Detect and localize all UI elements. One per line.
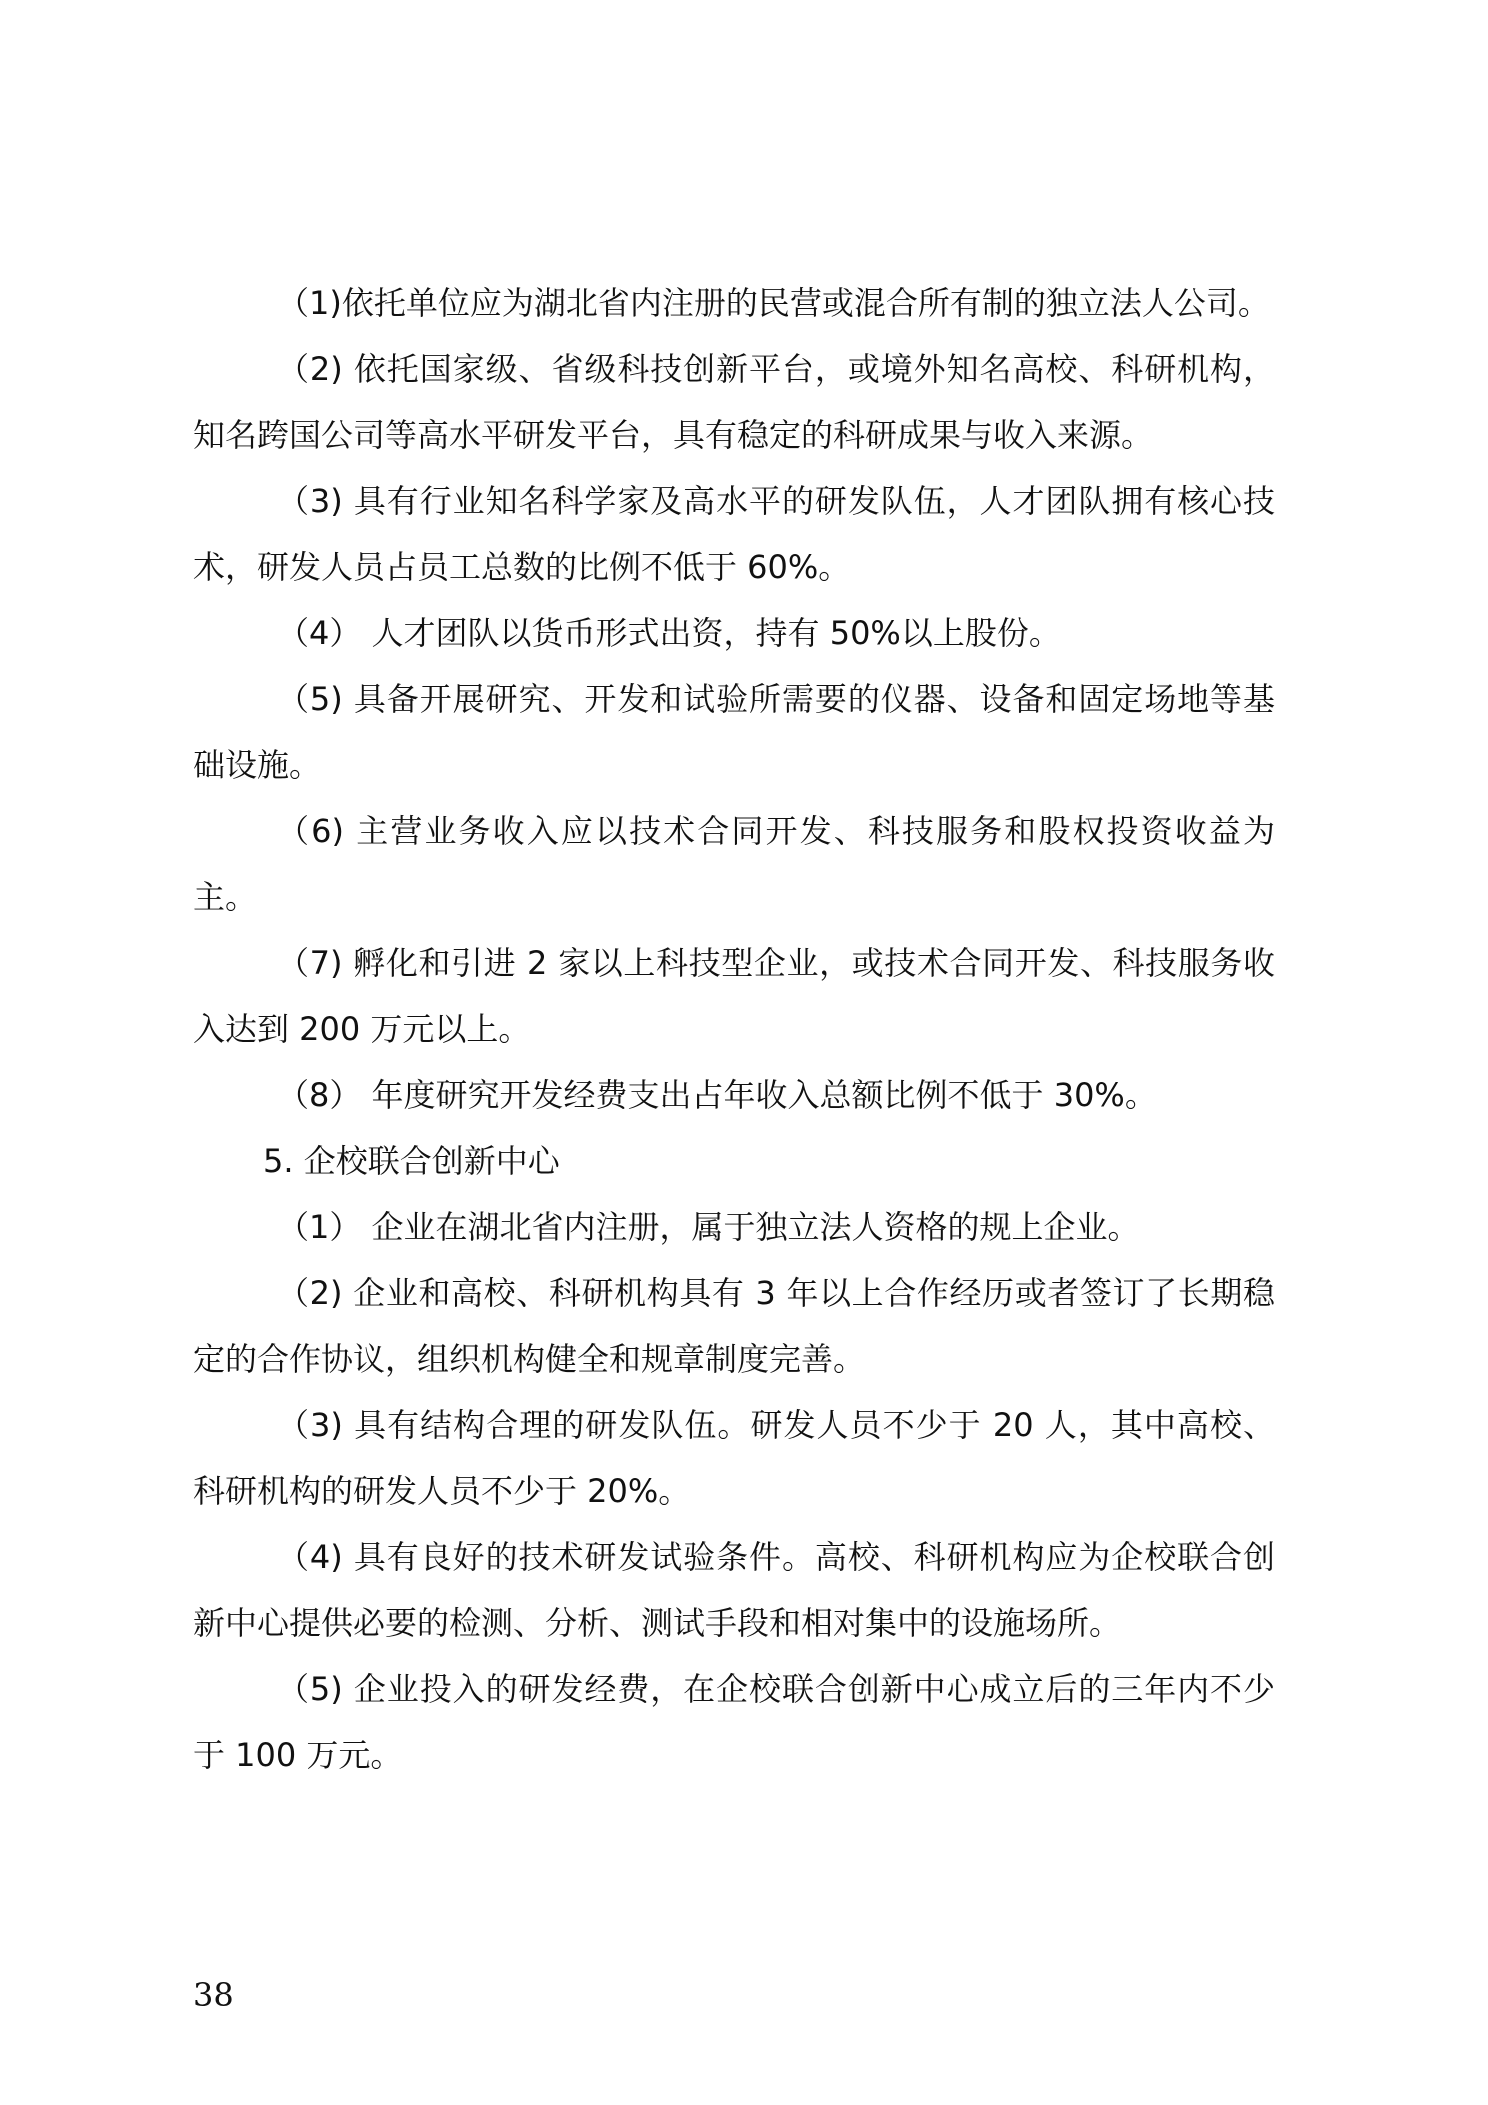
section-paragraph-4: （4) 具有良好的技术研发试验条件。高校、科研机构应为企校联合创新中心提供必要的检测、分析、测试手段和相对集中的设施场所。 (193, 1538, 1275, 1642)
paragraph-5: （5) 具备开展研究、开发和试验所需要的仪器、设备和固定场地等基础设施。 (193, 680, 1275, 784)
page-number: 38 (193, 1976, 234, 2014)
paragraph-7: （7) 孵化和引进 2 家以上科技型企业，或技术合同开发、科技服务收入达到 200 万元以上。 (193, 944, 1275, 1048)
section-paragraph-3: （3) 具有结构合理的研发队伍。研发人员不少于 20 人，其中高校、科研机构的研发人员不少于 20%。 (193, 1406, 1275, 1510)
section-paragraph-1: （1） 企业在湖北省内注册，属于独立法人资格的规上企业。 (277, 1208, 1140, 1246)
section-paragraph-5: （5) 企业投入的研发经费，在企校联合创新中心成立后的三年内不少于 100 万元。 (193, 1670, 1275, 1774)
paragraph-2: （2) 依托国家级、省级科技创新平台，或境外知名高校、科研机构，知名跨国公司等高水平研发平台，具有稳定的科研成果与收入来源。 (193, 350, 1275, 454)
section-paragraph-2: （2) 企业和高校、科研机构具有 3 年以上合作经历或者签订了长期稳定的合作协议，组织机构健全和规章制度完善。 (193, 1274, 1275, 1378)
paragraph-4: （4） 人才团队以货币形式出资，持有 50%以上股份。 (277, 614, 1061, 652)
paragraph-6: （6) 主营业务收入应以技术合同开发、科技服务和股权投资收益为主。 (193, 812, 1275, 916)
document-body (193, 270, 1275, 1788)
section-heading: 5. 企校联合创新中心 (263, 1142, 560, 1180)
paragraph-3: （3) 具有行业知名科学家及高水平的研发队伍，人才团队拥有核心技术，研发人员占员工总数的比例不低于 60%。 (193, 482, 1275, 586)
paragraph-8: （8） 年度研究开发经费支出占年收入总额比例不低于 30%。 (277, 1076, 1157, 1114)
paragraph-1: （1)依托单位应为湖北省内注册的民营或混合所有制的独立法人公司。 (277, 284, 1270, 322)
